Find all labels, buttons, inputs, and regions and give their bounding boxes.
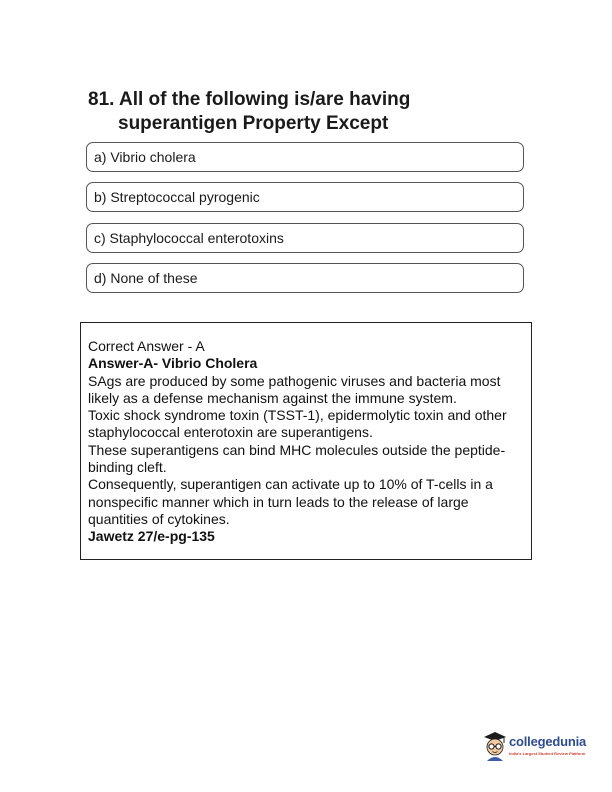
correct-answer: Correct Answer - A xyxy=(88,338,205,354)
logo-wordmark: collegedunia xyxy=(509,734,587,749)
reference: Jawetz 27/e-pg-135 xyxy=(88,528,215,545)
question-line-2: superantigen Property Except xyxy=(118,113,389,134)
graduate-mascot-icon xyxy=(482,728,508,762)
question-text xyxy=(88,88,528,136)
explanation-paragraph-1: SAgs are produced by some pathogenic viruses and bacteria most likely as a defense mechanism against the immune system. xyxy=(88,372,501,406)
explanation-paragraph-4: Consequently, superantigen can activate up to 10% of T-cells in a nonspecific manner which in turn leads to the release of large quantities of cytokines. xyxy=(88,476,493,527)
option-c[interactable]: c) Staphylococcal enterotoxins xyxy=(86,223,524,253)
logo-tagline: India's Largest Student Review Platform xyxy=(509,751,586,756)
answer-heading: Answer-A- Vibrio Cholera xyxy=(88,355,258,372)
answer-explanation-box xyxy=(80,322,532,560)
explanation-paragraph-3: These superantigens can bind MHC molecules outside the peptide-binding cleft. xyxy=(88,441,506,476)
collegedunia-logo xyxy=(482,728,586,764)
explanation-paragraph-2: Toxic shock syndrome toxin (TSST-1), epidermolytic toxin and other staphylococcal enterotoxin are superantigens. xyxy=(88,407,507,441)
option-b[interactable]: b) Streptococcal pyrogenic xyxy=(86,182,524,212)
question-line-1: 81. All of the following is/are having xyxy=(88,89,411,110)
option-a[interactable]: a) Vibrio cholera xyxy=(86,142,524,172)
option-d[interactable]: d) None of these xyxy=(86,263,524,293)
